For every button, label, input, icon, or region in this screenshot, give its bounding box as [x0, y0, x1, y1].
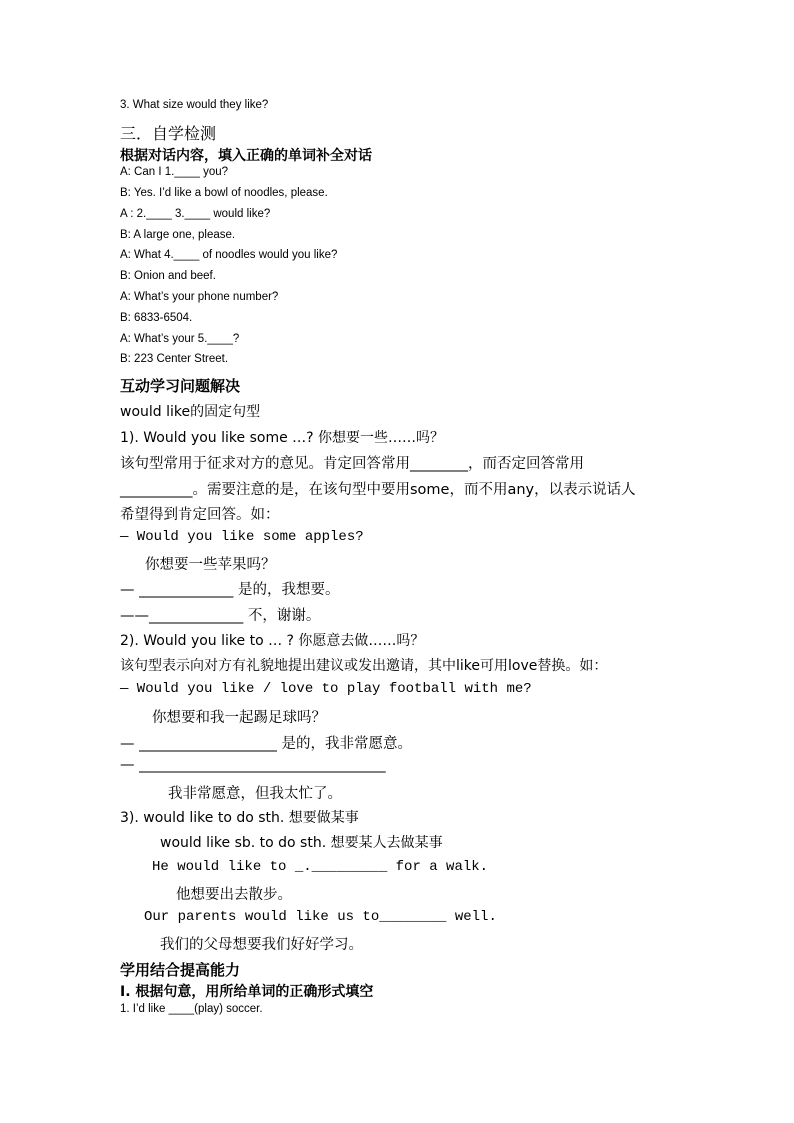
example-translation: 我非常愿意，但我太忙了。 [168, 786, 342, 802]
example-answer: — _____________ 是的，我想要。 [120, 582, 340, 598]
example-line: — Would you like some apples? [120, 529, 364, 545]
paragraph-line: __________。需要注意的是，在该句型中要用some，而不用any，以表示说话人 [120, 482, 636, 498]
dialogue-line: A: What’s your phone number? [120, 291, 279, 303]
dialogue-line: B: 223 Center Street. [120, 353, 229, 365]
pattern-3-sub: would like sb. to do sth. 想要某人去做某事 [160, 835, 443, 851]
topic-title: would like的固定句型 [120, 404, 261, 420]
section-heading-apply: 学用结合提高能力 [120, 961, 241, 979]
example-translation: 你想要一些苹果吗？ [145, 557, 276, 573]
example-translation: 你想要和我一起踢足球吗？ [152, 710, 326, 726]
dialogue-line: A: What 4.____ of noodles would you like? [120, 249, 338, 261]
section-heading-interactive: 互动学习问题解决 [120, 377, 241, 395]
section-heading-self-test: 三．自学检测 [120, 124, 217, 143]
dialogue-line: B: Yes. I’d like a bowl of noodles, please. [120, 187, 328, 199]
paragraph-line: 该句型表示向对方有礼貌地提出建议或发出邀请，其中like可用love替换。如： [120, 658, 608, 674]
dialogue-line: A: Can I 1.____ you? [120, 166, 229, 178]
example-answer: — ___________________ 是的，我非常愿意。 [120, 736, 412, 752]
dialogue-line: B: Onion and beef. [120, 270, 216, 282]
example-line: Our parents would like us to________ well. [144, 909, 497, 925]
example-answer: ——_____________ 不，谢谢。 [120, 608, 321, 624]
dialogue-line: A : 2.____ 3.____ would like? [120, 208, 271, 220]
pattern-2-heading: 2). Would you like to … ? 你愿意去做……吗？ [120, 633, 425, 649]
exercise-item: 1. I’d like ____(play) soccer. [120, 1003, 263, 1015]
example-answer: — __________________________________ [120, 757, 386, 773]
instruction-fill-dialogue: 根据对话内容，填入正确的单词补全对话 [120, 148, 372, 164]
example-translation: 我们的父母想要我们好好学习。 [160, 937, 363, 953]
paragraph-line: 该句型常用于征求对方的意见。肯定回答常用________，而否定回答常用 [120, 456, 584, 472]
example-line: He would like to _._________ for a walk. [152, 859, 489, 875]
pattern-3-heading: 3). would like to do sth. 想要做某事 [120, 810, 359, 826]
dialogue-line: A: What’s your 5.____? [120, 333, 240, 345]
paragraph-line: 希望得到肯定回答。如： [120, 507, 280, 523]
example-line: — Would you like / love to play football with me? [120, 681, 532, 697]
question-3: 3. What size would they like? [120, 99, 269, 111]
dialogue-line: B: 6833-6504. [120, 312, 193, 324]
example-translation: 他想要出去散步。 [176, 887, 292, 903]
pattern-1-heading: 1). Would you like some …? 你想要一些……吗？ [120, 430, 445, 446]
dialogue-line: B: A large one, please. [120, 229, 236, 241]
exercise-instruction: Ⅰ. 根据句意，用所给单词的正确形式填空 [120, 984, 374, 1000]
